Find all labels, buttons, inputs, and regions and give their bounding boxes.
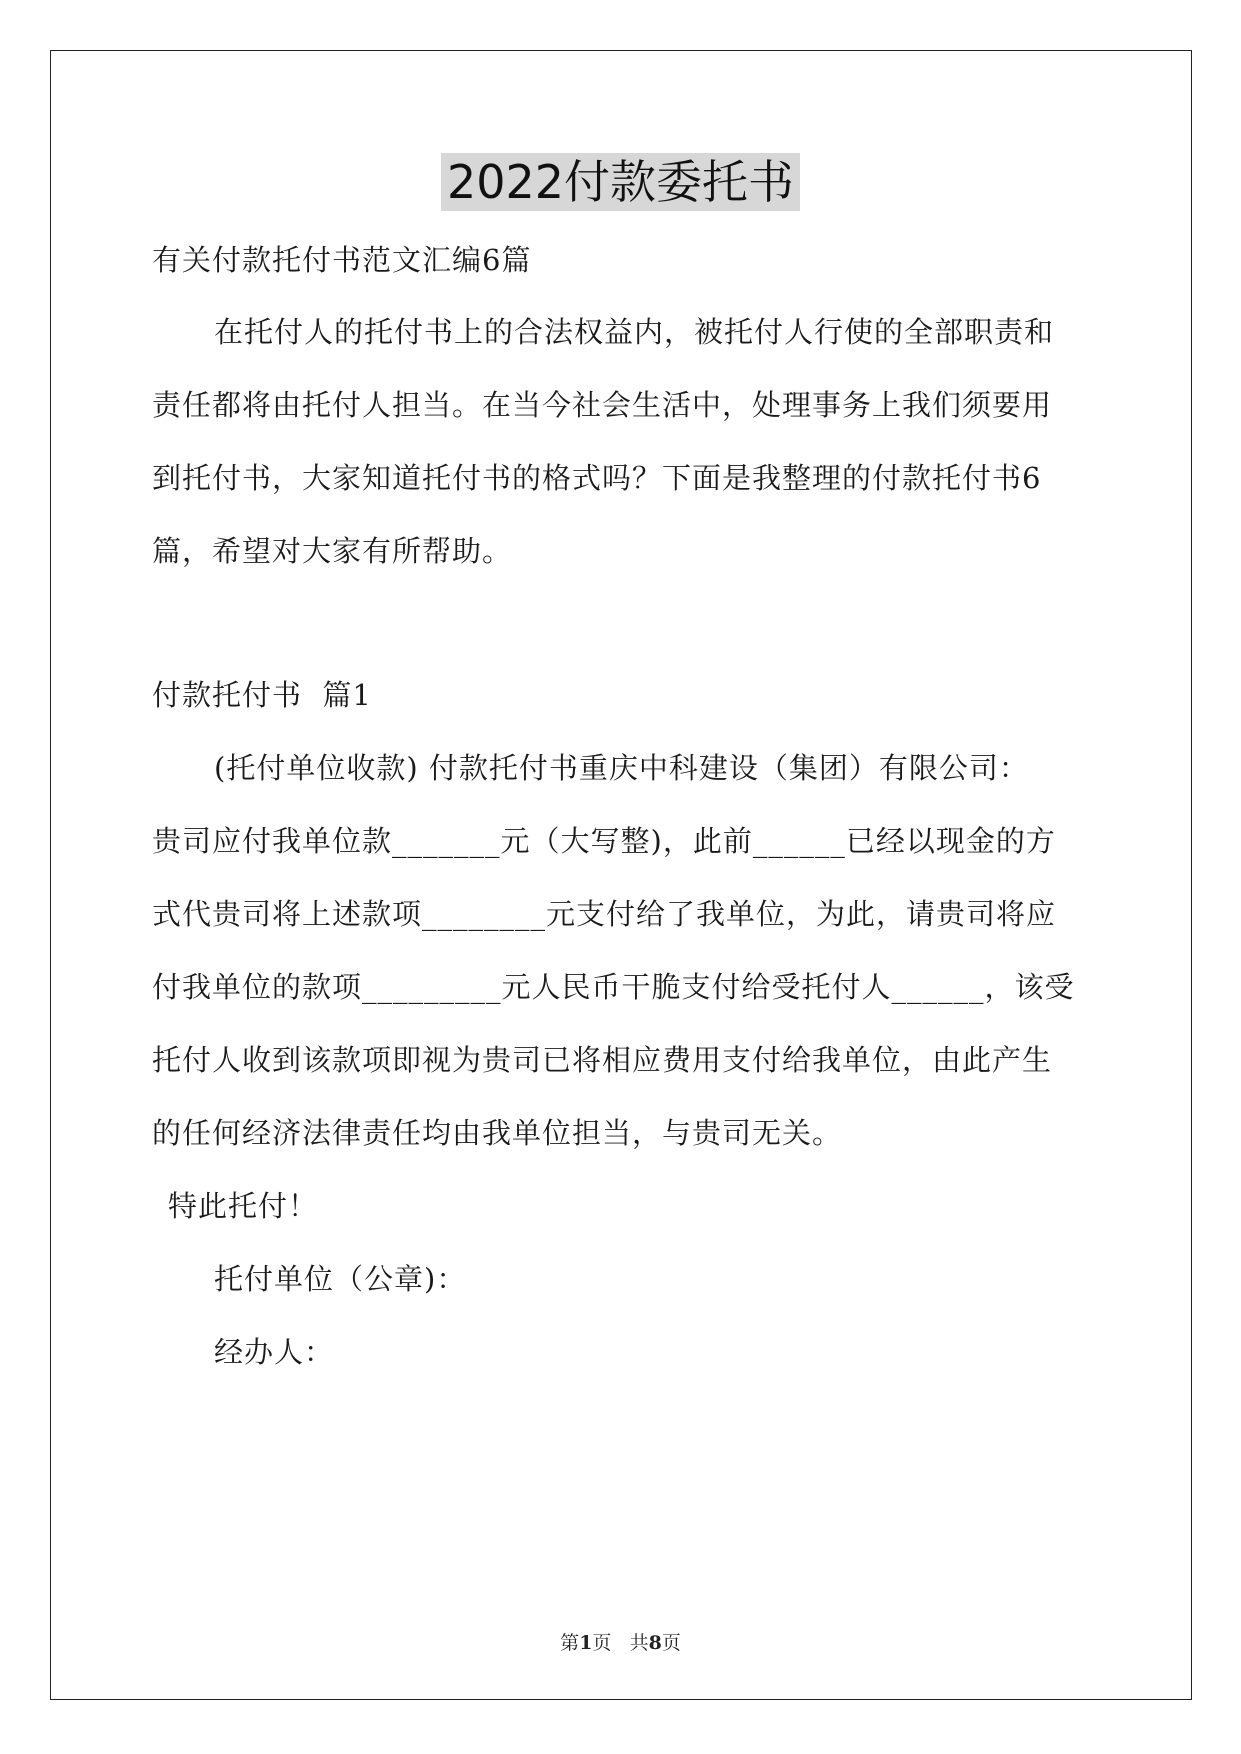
sign-unit-label: 托付单位（公章)：	[214, 1262, 467, 1296]
body-line-4: 付我单位的款项_________元人民币干脆支付给受托付人______，该受	[152, 970, 1075, 1004]
total-suffix: 页	[661, 1632, 681, 1654]
body-line-6: 的任何经济法律责任均由我单位担当，与贵司无关。	[152, 1116, 843, 1150]
page-prefix: 第	[560, 1632, 580, 1654]
page-suffix: 页	[592, 1632, 612, 1654]
intro-line-1: 在托付人的托付书上的合法权益内，被托付人行使的全部职责和	[214, 315, 1055, 349]
total-pages: 8	[648, 1632, 662, 1654]
intro-line-4: 篇，希望对大家有所帮助。	[152, 534, 513, 568]
page-footer	[0, 1628, 1241, 1655]
special-line: 特此托付！	[168, 1189, 319, 1223]
page-number: 1	[579, 1632, 593, 1654]
page-border	[50, 50, 1192, 1700]
intro-line-2: 责任都将由托付人担当。在当今社会生活中，处理事务上我们须要用	[152, 388, 1053, 422]
intro-line-3: 到托付书，大家知道托付书的格式吗？下面是我整理的付款托付书6	[152, 461, 1042, 495]
title-container	[0, 153, 1241, 211]
section-heading: 付款托付书 篇1	[152, 678, 372, 712]
body-line-2: 贵司应付我单位款_______元（大写整)，此前______已经以现金的方	[152, 824, 1056, 858]
body-line-3: 式代贵司将上述款项________元支付给了我单位，为此，请贵司将应	[152, 897, 1057, 931]
body-line-1: (托付单位收款) 付款托付书重庆中科建设（集团）有限公司：	[214, 751, 1029, 785]
body-line-5: 托付人收到该款项即视为贵司已将相应费用支付给我单位，由此产生	[152, 1043, 1053, 1077]
sign-handler-label: 经办人：	[214, 1335, 335, 1369]
document-title: 2022付款委托书	[441, 153, 800, 211]
document-subtitle: 有关付款托付书范文汇编6篇	[152, 243, 532, 277]
total-prefix: 共	[629, 1632, 649, 1654]
